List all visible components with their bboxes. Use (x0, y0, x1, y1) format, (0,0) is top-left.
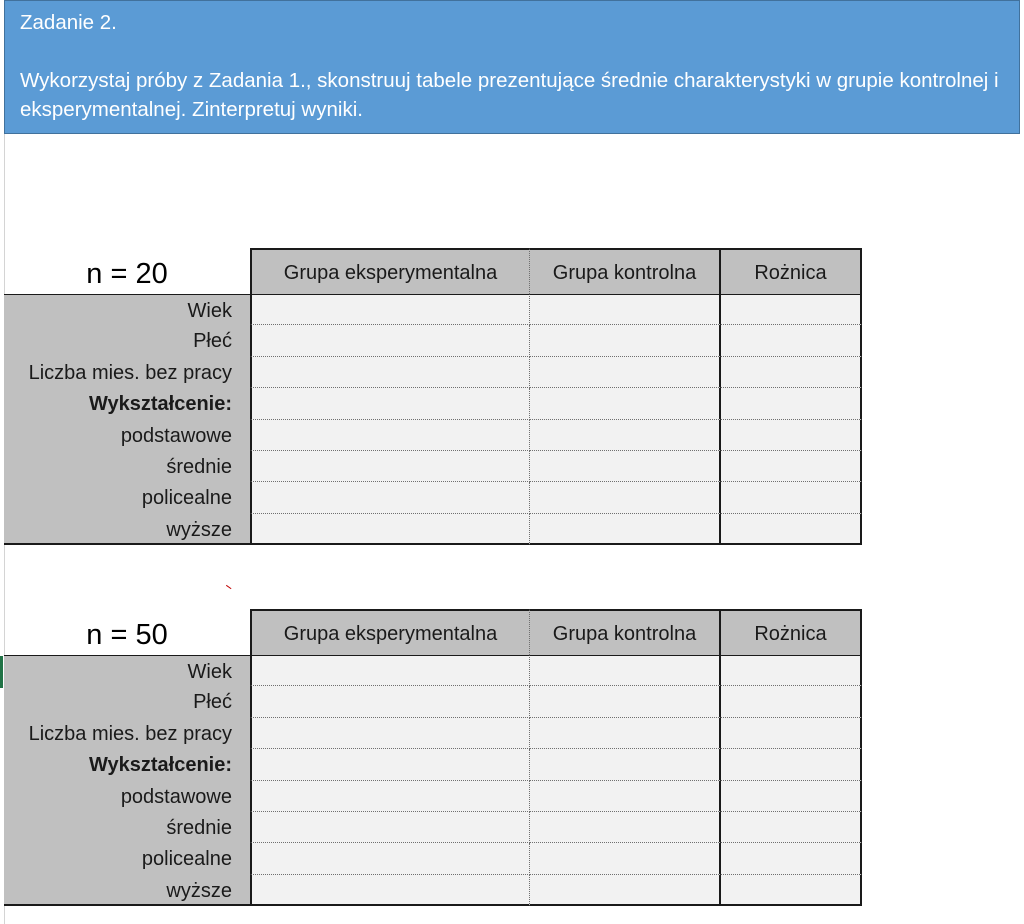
header-difference[interactable]: Rożnica (721, 609, 862, 655)
cell-control[interactable] (530, 875, 721, 906)
cell-control[interactable] (530, 749, 721, 780)
cell-experimental[interactable] (250, 451, 530, 482)
header-experimental-group[interactable]: Grupa eksperymentalna (250, 248, 530, 294)
table-row (4, 420, 864, 451)
cell-difference[interactable] (721, 294, 862, 325)
cell-difference[interactable] (721, 749, 862, 780)
cell-control[interactable] (530, 482, 721, 513)
cell-difference[interactable] (721, 388, 862, 419)
task-banner[interactable] (4, 0, 1020, 134)
cell-difference[interactable] (721, 420, 862, 451)
cell-difference[interactable] (721, 686, 862, 717)
row-label[interactable]: wyższe (4, 514, 250, 545)
cell-experimental[interactable] (250, 843, 530, 874)
row-label[interactable]: średnie (4, 812, 250, 843)
row-label[interactable]: Liczba mies. bez pracy (4, 718, 250, 749)
header-difference[interactable]: Rożnica (721, 248, 862, 294)
cell-control[interactable] (530, 718, 721, 749)
table-row (4, 686, 864, 717)
cell-difference[interactable] (721, 875, 862, 906)
stray-mark (223, 585, 232, 594)
cell-experimental[interactable] (250, 482, 530, 513)
row-label[interactable]: Wykształcenie: (4, 749, 250, 780)
table-row (4, 482, 864, 513)
row-label[interactable]: Wiek (4, 655, 250, 686)
table-row (4, 294, 864, 325)
cell-experimental[interactable] (250, 686, 530, 717)
cell-control[interactable] (530, 812, 721, 843)
header-control-group[interactable]: Grupa kontrolna (530, 609, 721, 655)
table-row (4, 451, 864, 482)
header-experimental-group[interactable]: Grupa eksperymentalna (250, 609, 530, 655)
table-row (4, 655, 864, 686)
cell-experimental[interactable] (250, 718, 530, 749)
table-row (4, 749, 864, 780)
row-label[interactable]: średnie (4, 451, 250, 482)
table-row (4, 388, 864, 419)
row-label[interactable]: Płeć (4, 325, 250, 356)
cell-experimental[interactable] (250, 357, 530, 388)
row-label[interactable]: podstawowe (4, 781, 250, 812)
row-label[interactable]: Wiek (4, 294, 250, 325)
cell-difference[interactable] (721, 718, 862, 749)
cell-control[interactable] (530, 388, 721, 419)
row-label[interactable]: policealne (4, 843, 250, 874)
table-row (4, 325, 864, 356)
cell-control[interactable] (530, 514, 721, 545)
cell-control[interactable] (530, 357, 721, 388)
cell-experimental[interactable] (250, 514, 530, 545)
cell-control[interactable] (530, 451, 721, 482)
table-row (4, 781, 864, 812)
row-label[interactable]: policealne (4, 482, 250, 513)
cell-experimental[interactable] (250, 420, 530, 451)
table-row (4, 357, 864, 388)
row-label[interactable]: Liczba mies. bez pracy (4, 357, 250, 388)
cell-control[interactable] (530, 325, 721, 356)
cell-experimental[interactable] (250, 749, 530, 780)
cell-difference[interactable] (721, 482, 862, 513)
table-row (4, 843, 864, 874)
cell-experimental[interactable] (250, 655, 530, 686)
cell-experimental[interactable] (250, 294, 530, 325)
cell-control[interactable] (530, 655, 721, 686)
sample-size-label[interactable]: n = 20 (86, 258, 168, 290)
table-row (4, 514, 864, 545)
table-row (4, 718, 864, 749)
cell-difference[interactable] (721, 357, 862, 388)
cell-control[interactable] (530, 294, 721, 325)
task-description: Wykorzystaj próby z Zadania 1., skonstruuj tabele prezentujące średnie charakterystyki w grupie kontrolnej i eksperymentalnej. Zinterpretuj wyniki. (20, 69, 999, 121)
header-control-group[interactable]: Grupa kontrolna (530, 248, 721, 294)
active-row-marker (0, 656, 3, 688)
row-label[interactable]: Płeć (4, 686, 250, 717)
table-row (4, 812, 864, 843)
cell-difference[interactable] (721, 325, 862, 356)
cell-difference[interactable] (721, 812, 862, 843)
cell-difference[interactable] (721, 451, 862, 482)
cell-experimental[interactable] (250, 812, 530, 843)
cell-control[interactable] (530, 843, 721, 874)
row-label[interactable]: wyższe (4, 875, 250, 906)
cell-difference[interactable] (721, 655, 862, 686)
table-row (4, 875, 864, 906)
cell-difference[interactable] (721, 514, 862, 545)
cell-control[interactable] (530, 781, 721, 812)
row-label[interactable]: podstawowe (4, 420, 250, 451)
cell-difference[interactable] (721, 781, 862, 812)
cell-difference[interactable] (721, 843, 862, 874)
sample-size-label[interactable]: n = 50 (86, 619, 168, 651)
row-label[interactable]: Wykształcenie: (4, 388, 250, 419)
cell-experimental[interactable] (250, 325, 530, 356)
cell-experimental[interactable] (250, 388, 530, 419)
cell-control[interactable] (530, 686, 721, 717)
cell-experimental[interactable] (250, 875, 530, 906)
cell-control[interactable] (530, 420, 721, 451)
cell-experimental[interactable] (250, 781, 530, 812)
task-title: Zadanie 2. (20, 11, 117, 34)
